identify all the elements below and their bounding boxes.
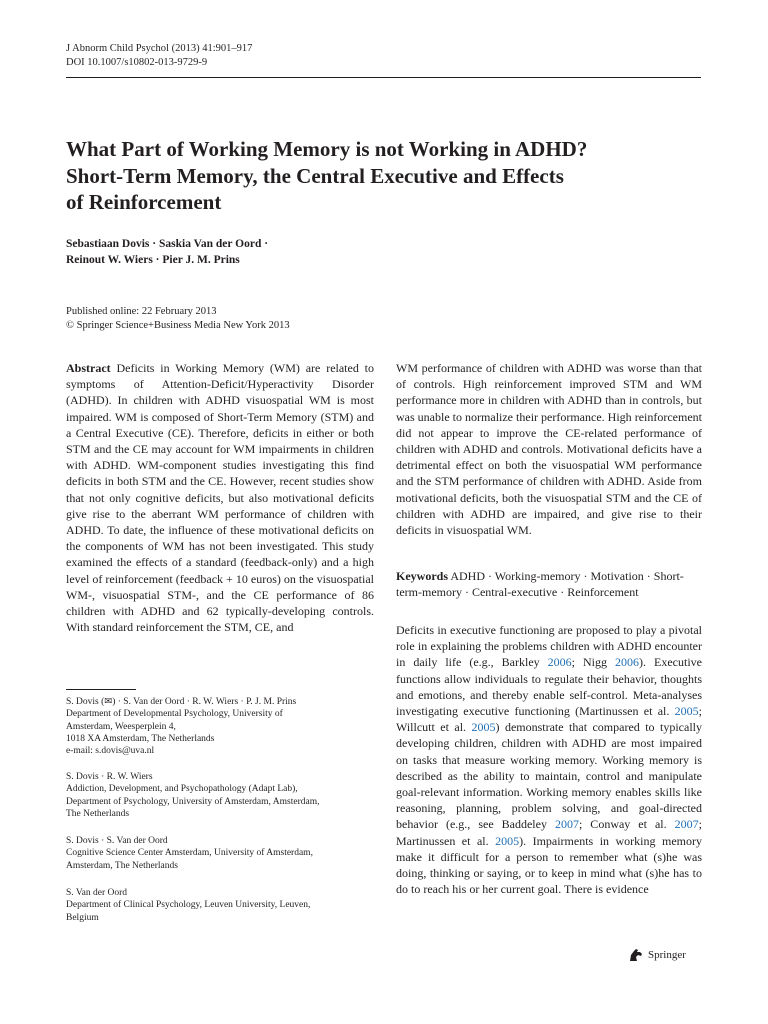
keywords-heading: Keywords [396, 569, 448, 583]
abstract-heading: Abstract [66, 361, 111, 375]
journal-citation: J Abnorm Child Psychol (2013) 41:901–917 [66, 43, 253, 54]
publication-info [66, 305, 290, 333]
citation-link[interactable]: 2005 [471, 720, 496, 735]
author-list: Sebastiaan Dovis · Saskia Van der Oord · Reinout W. Wiers · Pier J. M. Prins [66, 238, 269, 266]
springer-horse-icon [628, 948, 644, 962]
header-rule [66, 77, 701, 78]
publisher-logo [628, 948, 686, 962]
copyright: © Springer Science+Business Media New York 2013 [66, 320, 290, 331]
published-date: Published online: 22 February 2013 [66, 306, 217, 317]
abstract [66, 360, 374, 635]
affiliation-block: S. Van der Oord Department of Clinical Psychology, Leuven University, Leuven, Belgium [66, 888, 311, 923]
footnote-rule [66, 689, 136, 690]
citation-link[interactable]: 2007 [554, 817, 579, 832]
abstract-continued: WM performance of children with ADHD was worse than that of controls. High reinforcement improved STM and WM performance more in children with ADHD than in controls, but was unable to normalize their performance. High reinforcement did not appear to improve the CE-related performance of children with ADHD and controls. Motivational deficits have a detrimental effect on both the visuospatial WM performance and the STM performance of children with ADHD. Aside from motivational deficits, both the visuospatial STM and the CE of children with ADHD are impaired, and give rise to their deficits in visuospatial WM. [396, 361, 702, 538]
keywords [396, 568, 702, 600]
citation-link[interactable]: 2006 [615, 655, 639, 670]
affiliation-block: S. Dovis · R. W. Wiers Addiction, Development, and Psychopathology (Adapt Lab), Department of Psychology, University of Amsterdam, Amsterdam, The Netherlands [66, 772, 320, 819]
keywords-text: ADHD · Working-memory · Motivation · Short-term-memory · Central-executive · Reinforcement [396, 569, 684, 600]
citation-link[interactable]: 2007 [674, 817, 699, 832]
affiliation-block: S. Dovis (✉) · S. Van der Oord · R. W. Wiers · P. J. M. Prins Department of Developmental Psychology, University of Amsterdam, Weesperplein 4, 1018 XA Amsterdam, The Netherlands e-mail: s.dovis@uva.nl [66, 696, 366, 757]
affiliation-block: S. Dovis · S. Van der Oord Cognitive Science Center Amsterdam, University of Amsterdam, Amsterdam, The Netherlands [66, 836, 313, 871]
author-email[interactable]: e-mail: s.dovis@uva.nl [66, 746, 155, 757]
abstract-text: Deficits in Working Memory (WM) are related to symptoms of Attention-Deficit/Hyperactivity Disorder (ADHD). In children with ADHD visuospatial WM is most impaired. WM is composed of Short-Term Memory (STM) and a Central Executive (CE). Therefore, deficits in either or both STM and the CE may account for WM impairments in children with ADHD. WM-component studies investigating this find deficits in both STM and the CE. However, recent studies show that not only cognitive deficits, but also motivational deficits give rise to the aberrant WM performance of children with ADHD. To date, the influence of these motivational deficits on the components of WM has not been investigated. This study examined the effects of a standard (feedback-only) and a high level of reinforcement (feedback + 10 euros) on the visuospatial WM-, visuospatial STM-, and the CE performance of 86 children with ADHD and 62 typically-developing controls. With standard reinforcement the STM, CE, and [66, 361, 374, 635]
article-title: What Part of Working Memory is not Working in ADHD? Short-Term Memory, the Central Executive and Effects of Reinforcement [66, 137, 588, 214]
publisher-name: Springer [648, 949, 686, 961]
doi[interactable]: DOI 10.1007/s10802-013-9729-9 [66, 57, 208, 68]
introduction-text: Deficits in executive functioning are proposed to play a pivotal role in explaining the problems children with ADHD encounter in daily life (e.g., Barkley 2006; Nigg 2006). Executive functions allow individuals to regulate their behavior, thoughts and emotions, and thereby enable self-control. Meta-analyses investigating executive functioning (Martinussen et al. 2005; Willcutt et al. 2005) demonstrate that compared to typically developing children, children with ADHD are most impaired on tasks that measure working memory. Working memory is described as the ability to maintain, control and manipulate goal-relevant information. Working memory enables skills like reasoning, planning, problem solving, and goal-directed behavior (e.g., see Baddeley 2007; Conway et al. 2007; Martinussen et al. 2005). Impairments in working memory make it difficult for a person to remember what (s)he was doing, thinking or saying, or to keep in mind what (s)he has to do to reach his or her current goal. There is evidence [396, 623, 702, 897]
journal-header [66, 42, 252, 70]
citation-link[interactable]: 2006 [547, 655, 572, 670]
citation-link[interactable]: 2005 [674, 704, 699, 719]
citation-link[interactable]: 2005 [495, 833, 520, 848]
